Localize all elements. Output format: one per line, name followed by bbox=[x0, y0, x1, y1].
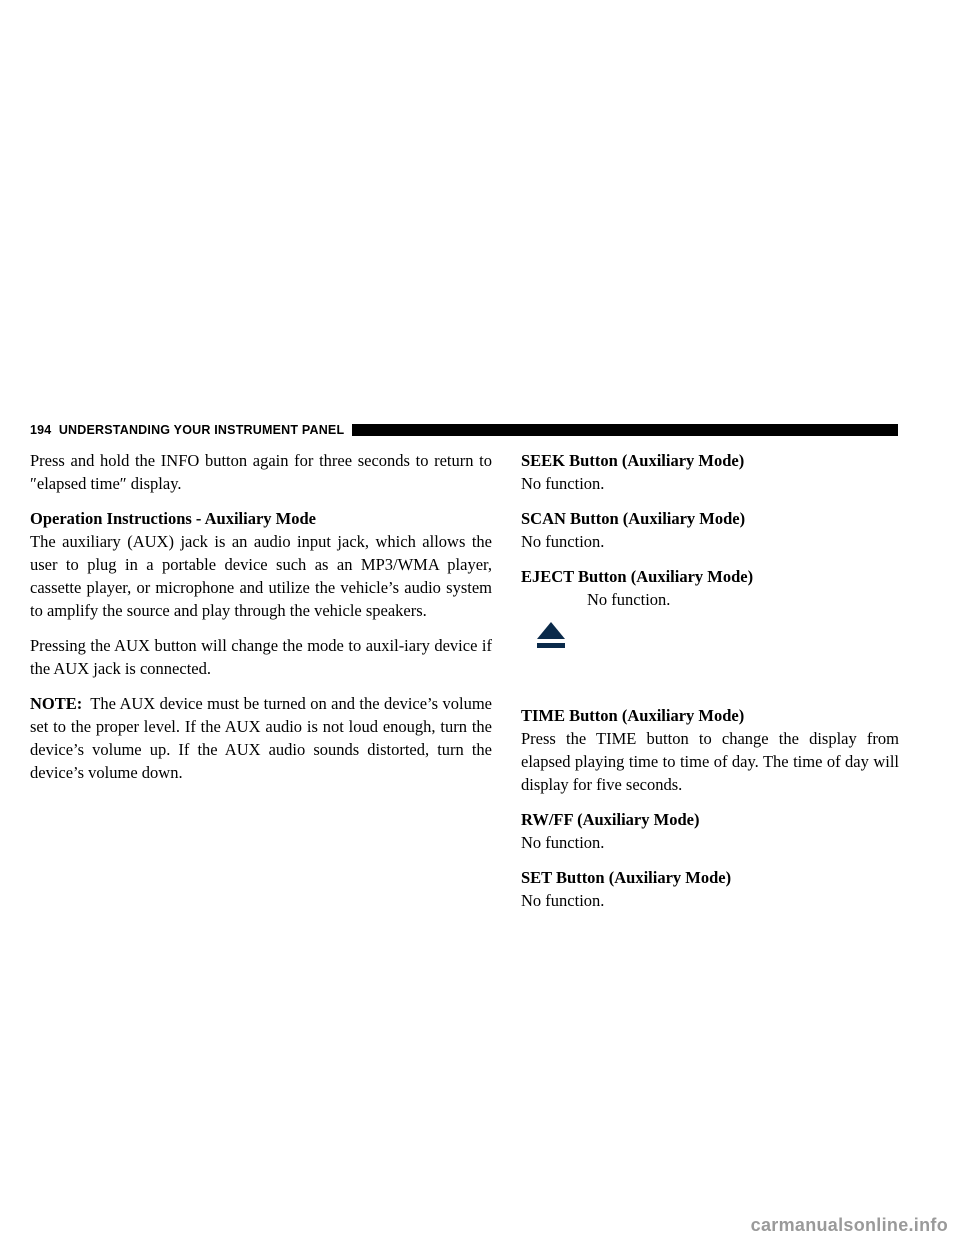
watermark: carmanualsonline.info bbox=[750, 1215, 948, 1235]
page-header-label bbox=[30, 423, 344, 437]
time-text: Press the TIME button to change the display from elapsed playing time to time of day. The time of day will display for five seconds. bbox=[521, 729, 899, 794]
eject-text: No function. bbox=[587, 590, 671, 609]
note-text: The AUX device must be turned on and the device’s volume set to the proper level. If the AUX audio is not loud enough, turn the device’s volume up. If the AUX audio sounds distorted, turn the device’s volume down. bbox=[30, 694, 492, 782]
left-column bbox=[30, 449, 492, 784]
right-column bbox=[521, 449, 899, 912]
page-number: 194 bbox=[30, 423, 52, 437]
page-header bbox=[30, 423, 898, 437]
rwff-heading: RW/FF (Auxiliary Mode) bbox=[521, 810, 700, 829]
time-heading: TIME Button (Auxiliary Mode) bbox=[521, 706, 745, 725]
section-title: UNDERSTANDING YOUR INSTRUMENT PANEL bbox=[58, 423, 345, 437]
aux-paragraph: Pressing the AUX button will change the mode to auxil-iary device if the AUX jack is connected. bbox=[30, 636, 492, 678]
eject-icon bbox=[537, 622, 565, 648]
eject-section bbox=[521, 588, 899, 692]
seek-text: No function. bbox=[521, 474, 605, 493]
operation-heading: Operation Instructions - Auxiliary Mode bbox=[30, 509, 317, 528]
operation-paragraph: The auxiliary (AUX) jack is an audio input jack, which allows the user to plug in a portable device such as an MP3/WMA player, cassette player, or microphone and utilize the vehicle’s audio system to amplify the source and play through the vehicle speakers. bbox=[30, 532, 492, 620]
scan-heading: SCAN Button (Auxiliary Mode) bbox=[521, 509, 746, 528]
set-heading: SET Button (Auxiliary Mode) bbox=[521, 868, 732, 887]
intro-paragraph: Press and hold the INFO button again for three seconds to return to ″elapsed time″ display. bbox=[30, 451, 492, 493]
note-label: NOTE: bbox=[30, 694, 83, 713]
eject-heading: EJECT Button (Auxiliary Mode) bbox=[521, 567, 754, 586]
note-paragraph bbox=[30, 692, 492, 784]
scan-text: No function. bbox=[521, 532, 605, 551]
header-rule bbox=[352, 424, 898, 436]
seek-heading: SEEK Button (Auxiliary Mode) bbox=[521, 451, 745, 470]
rwff-text: No function. bbox=[521, 833, 605, 852]
set-text: No function. bbox=[521, 891, 605, 910]
